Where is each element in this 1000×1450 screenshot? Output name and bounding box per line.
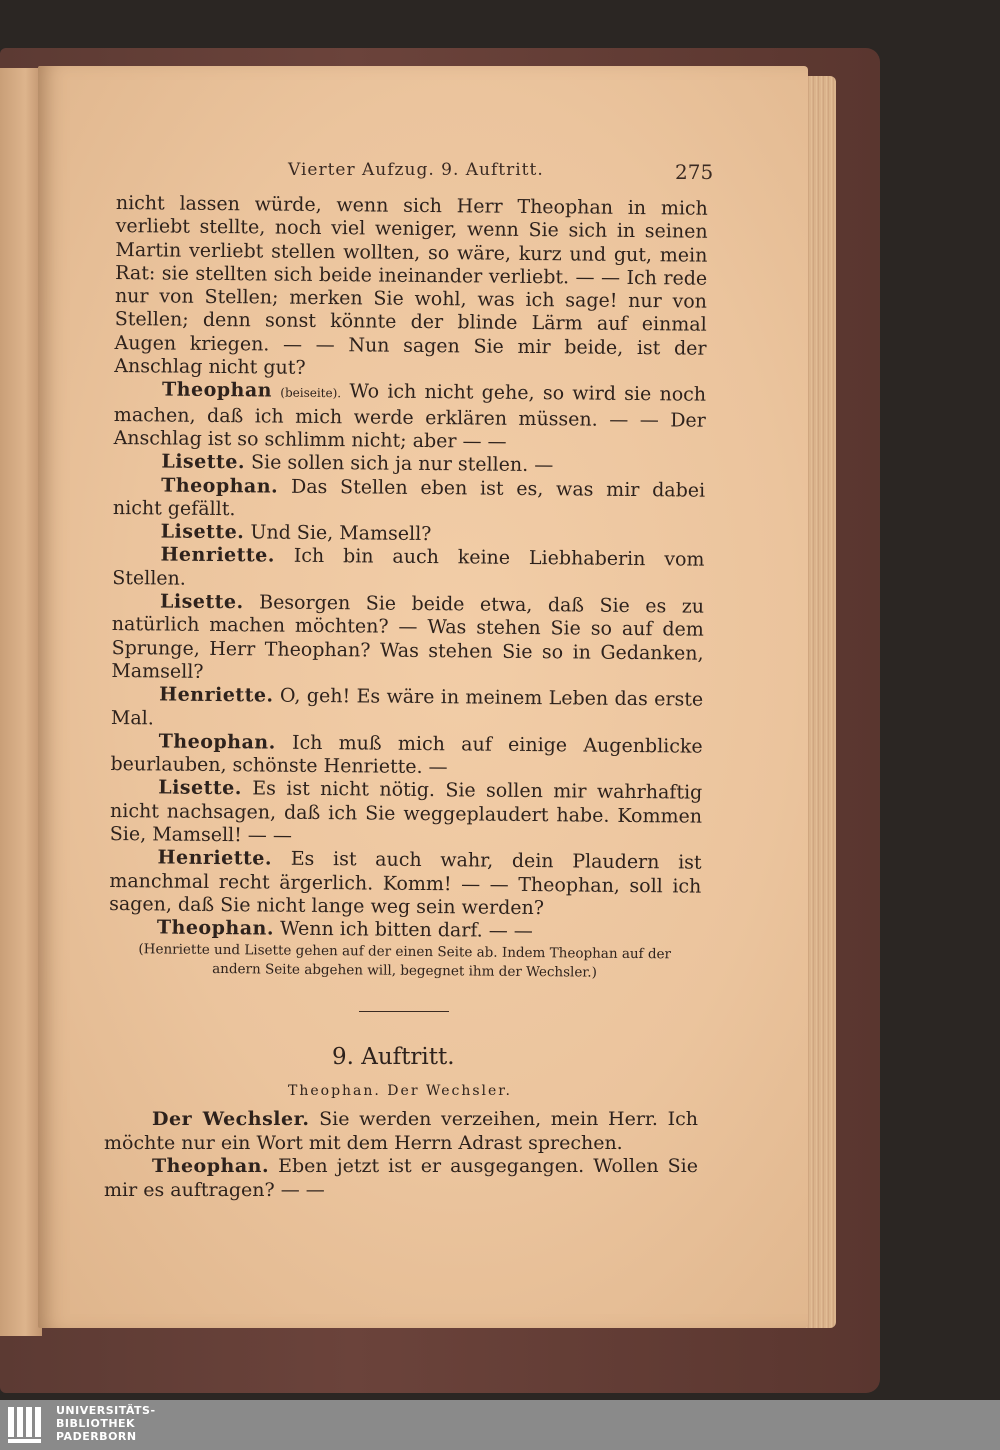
page-number: 275: [675, 160, 714, 184]
stage-aside: (beiseite).: [280, 385, 342, 401]
speaker-name: Lisette.: [159, 590, 244, 614]
running-head: Vierter Aufzug. 9. Auftritt.: [288, 160, 544, 180]
footer-label: [56, 1404, 156, 1443]
speech-line: [111, 590, 704, 689]
footer-line: UNIVERSITÄTS-: [56, 1404, 156, 1417]
footer-line: BIBLIOTHEK: [56, 1417, 136, 1430]
speech-line: [110, 776, 703, 852]
speech-text: Es ist auch wahr, dein Plaudern ist manchmal recht ärgerlich. Komm! — — Theophan, soll ich sagen, daß Sie nicht lange weg sein werden?: [109, 848, 702, 920]
speech-text: Wenn ich bitten darf. — —: [279, 917, 533, 943]
speaker-name: Theophan.: [158, 730, 276, 754]
left-page-edge: [0, 68, 42, 1336]
speaker-name: Lisette.: [160, 520, 245, 544]
speech-line: [109, 846, 702, 922]
section-divider: [359, 1011, 449, 1012]
footer-line: PADERBORN: [56, 1430, 137, 1443]
speech-text: Besorgen Sie beide etwa, daß Sie es zu natürlich machen möchten? — Was stehen Sie so auf dem Sprunge, Herr Theophan? Was stehen Sie so in Gedanken, Mamsell?: [111, 591, 705, 683]
speech-text: Sie werden verzeihen, mein Herr. Ich möchte nur ein Wort mit dem Herrn Adrast sprechen.: [104, 1108, 698, 1154]
scene-heading: 9. Auftritt.: [332, 1044, 455, 1070]
speech-line: [111, 683, 703, 735]
speech-line: [113, 474, 705, 526]
speech-line: [114, 378, 707, 456]
speaker-name: Henriette.: [159, 683, 274, 707]
scene-characters: Theophan. Der Wechsler.: [288, 1083, 512, 1099]
library-logo-icon: [6, 1405, 46, 1445]
speaker-name: Henriette.: [157, 846, 273, 870]
speech-text: Und Sie, Mamsell?: [250, 521, 432, 546]
scene-text-block: [104, 1108, 698, 1202]
speaker-name: Der Wechsler.: [152, 1108, 310, 1130]
stage-direction: (Henriette und Lisette gehen auf der einen Seite ab. Indem Theophan auf der andern Seite abgehen will, begegnet ihm der Wechsler.): [138, 940, 672, 981]
speech-line: [110, 730, 702, 782]
speaker-name: Henriette.: [160, 543, 276, 567]
speech-text: Eben jetzt ist er ausgegangen. Wollen Sie mir es auftragen? — —: [104, 1155, 698, 1201]
speaker-name: Theophan.: [152, 1155, 270, 1177]
speech-text: Ich muß mich auf einige Augenblicke beurlauben, schönste Henriette. —: [110, 731, 703, 779]
speaker-name: Theophan.: [161, 474, 279, 498]
speech-line: [104, 1155, 698, 1202]
speaker-name: Lisette.: [161, 450, 246, 474]
speech-text: O, geh! Es wäre in meinem Leben das erste Mal.: [110, 684, 704, 729]
main-text-block: [108, 192, 708, 983]
speech-text: Es ist nicht nötig. Sie sollen mir wahrhaftig nicht nachsagen, daß ich Sie weggeplaudert habe. Kommen Sie, Mamsell! — —: [109, 777, 703, 847]
speech-text: Ich bin auch keine Liebhaberin vom Stellen.: [112, 545, 705, 590]
speaker-name: Lisette.: [158, 776, 243, 800]
speech-line: [104, 1108, 698, 1155]
speech-text: Sie sollen sich ja nur stellen. —: [250, 451, 554, 477]
paragraph-opening: nicht lassen würde, wenn sich Herr Theophan in mich verliebt stellte, noch viel weniger, wenn Sie sich in seinen Martin verliebt stellen wollten, so wäre, kurz und gut, mein Rat: sie stellten sich beide ineinander verliebt. — — Ich rede nur von Stellen; merken Sie wohl, was ich sage! nur von Stellen; denn sonst könnte der blinde Lärm auf einmal Augen kriegen. — — Nun sagen Sie mir beide, ist der Anschlag nicht gut?: [114, 192, 708, 379]
speech-line: [112, 543, 704, 595]
speaker-name: Theophan: [161, 378, 273, 402]
speech-text: Wo ich nicht gehe, so wird sie noch machen, daß ich mich werde erklären müssen. — — Der Anschlag ist so schlimm nicht; aber — —: [113, 380, 707, 453]
speaker-name: Theophan.: [156, 916, 275, 940]
speech-text: Das Stellen eben ist es, was mir dabei nicht gefällt.: [112, 475, 706, 521]
